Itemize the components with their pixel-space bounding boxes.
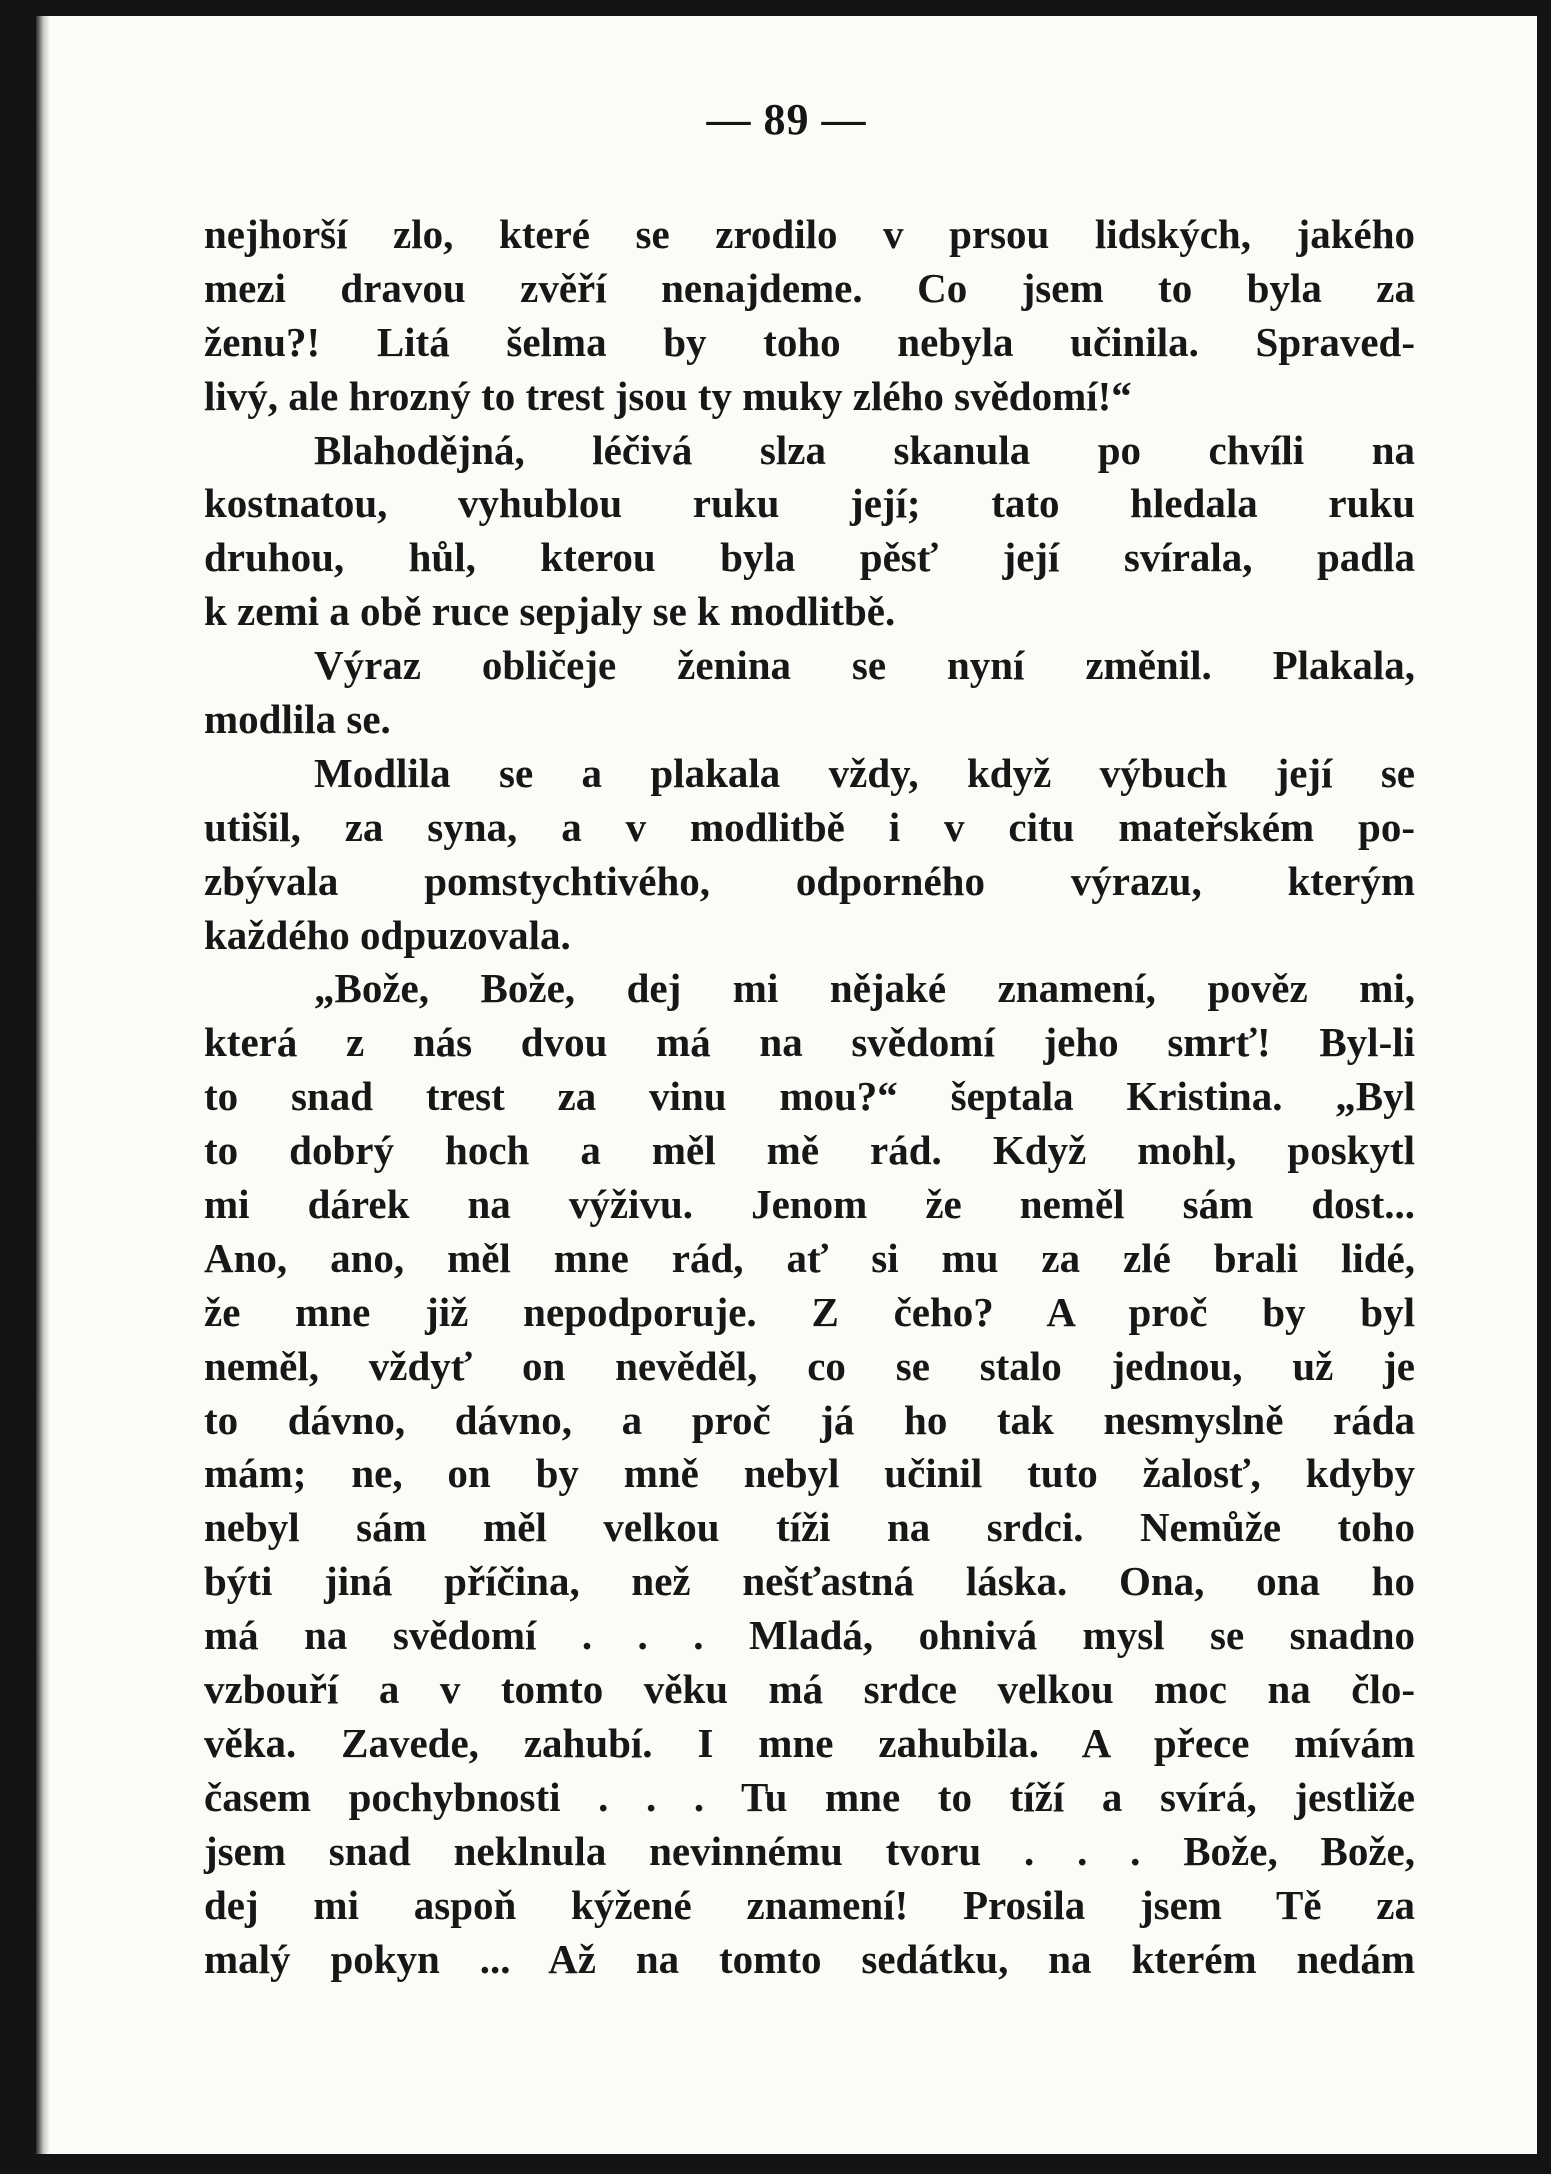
text-line: kostnatou, vyhublou ruku její; tato hledala ruku bbox=[204, 480, 1415, 527]
page-edge-shadow bbox=[36, 16, 50, 2154]
text-line: zbývala pomstychtivého, odporného výrazu, kterým bbox=[204, 857, 1415, 904]
text-line: mezi dravou zvěří nenajdeme. Co jsem to byla za bbox=[204, 264, 1415, 311]
text-line: nejhorší zlo, které se zrodilo v prsou lidských, jakého bbox=[204, 211, 1415, 257]
text-line: věka. Zavede, zahubí. I mne zahubila. A přece mívám bbox=[204, 1719, 1415, 1766]
text-line: má na svědomí . . . Mladá, ohnivá mysl se snadno bbox=[204, 1612, 1415, 1659]
text-line: to dobrý hoch a měl mě rád. Když mohl, poskytl bbox=[204, 1127, 1415, 1174]
text-line: utišil, za syna, a v modlitbě i v citu mateřském po- bbox=[204, 803, 1415, 850]
text-line: Výraz obličeje ženina se nyní změnil. Plakala, bbox=[314, 642, 1415, 689]
body-text bbox=[204, 208, 1415, 1986]
text-line: k zemi a obě ruce sepjaly se k modlitbě. bbox=[204, 588, 896, 635]
page-number: — 89 — bbox=[706, 95, 867, 144]
text-line: modlila se. bbox=[204, 696, 391, 743]
text-line: malý pokyn ... Až na tomto sedátku, na kterém nedám bbox=[204, 1935, 1415, 1982]
book-page bbox=[36, 16, 1537, 2154]
text-line: livý, ale hrozný to trest jsou ty muky zlého svědomí!“ bbox=[204, 372, 1132, 419]
text-line: ženu?! Litá šelma by toho nebyla učinila. Spraved- bbox=[204, 318, 1415, 365]
text-line: to dávno, dávno, a proč já ho tak nesmyslně ráda bbox=[204, 1396, 1415, 1443]
text-line: býti jiná příčina, než nešťastná láska. Ona, ona ho bbox=[204, 1558, 1415, 1605]
text-line: každého odpuzovala. bbox=[204, 911, 571, 958]
text-line: Blahodějná, léčivá slza skanula po chvíli na bbox=[314, 426, 1415, 473]
text-line: vzbouří a v tomto věku má srdce velkou moc na člo- bbox=[204, 1666, 1415, 1713]
text-line: dej mi aspoň kýžené znamení! Prosila jsem Tě za bbox=[204, 1881, 1415, 1928]
text-line: časem pochybnosti . . . Tu mne to tíží a svírá, jestliže bbox=[204, 1773, 1415, 1820]
text-line: Ano, ano, měl mne rád, ať si mu za zlé brali lidé, bbox=[204, 1234, 1415, 1281]
text-line: „Bože, Bože, dej mi nějaké znamení, pověz mi, bbox=[314, 965, 1415, 1012]
text-line: která z nás dvou má na svědomí jeho smrť! Byl-li bbox=[204, 1019, 1415, 1066]
text-line: mi dárek na výživu. Jenom že neměl sám dost... bbox=[204, 1181, 1415, 1228]
text-line: nebyl sám měl velkou tíži na srdci. Nemůže toho bbox=[204, 1504, 1415, 1551]
text-line: jsem snad neklnula nevinnému tvoru . . . Bože, Bože, bbox=[204, 1827, 1415, 1874]
text-line: to snad trest za vinu mou?“ šeptala Kristina. „Byl bbox=[204, 1073, 1415, 1120]
text-line: mám; ne, on by mně nebyl učinil tuto žalosť, kdyby bbox=[204, 1450, 1415, 1497]
text-line: Modlila se a plakala vždy, když výbuch její se bbox=[314, 749, 1415, 796]
text-line: neměl, vždyť on nevěděl, co se stalo jednou, už je bbox=[204, 1342, 1415, 1389]
text-line: že mne již nepodporuje. Z čeho? A proč by byl bbox=[204, 1288, 1415, 1335]
text-line: druhou, hůl, kterou byla pěsť její svírala, padla bbox=[204, 534, 1415, 581]
